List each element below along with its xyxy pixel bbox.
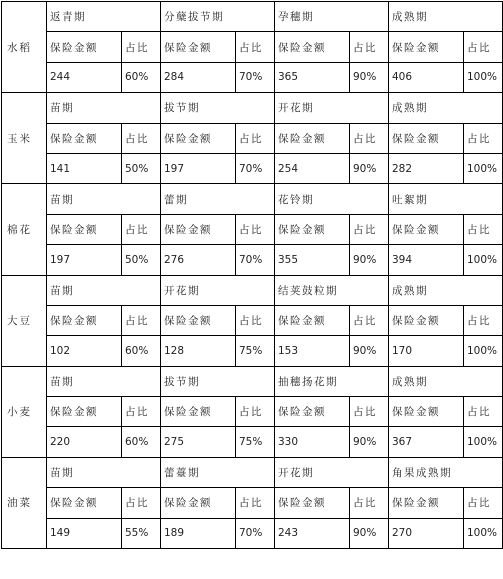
share-header: 占比 — [464, 214, 503, 244]
crop-name: 水稻 — [2, 2, 47, 93]
stage-row — [2, 366, 503, 396]
share-value: 70% — [236, 62, 275, 92]
stage-name: 成熟期 — [389, 93, 503, 123]
share-value: 75% — [236, 427, 275, 457]
stage-row — [2, 184, 503, 214]
share-value: 90% — [350, 153, 389, 183]
stage-name: 苗期 — [47, 457, 161, 487]
header-row — [2, 305, 503, 335]
share-value: 90% — [350, 427, 389, 457]
share-value: 90% — [350, 245, 389, 275]
stage-name: 苗期 — [47, 275, 161, 305]
amount-header: 保险金额 — [47, 123, 122, 153]
amount-value: 276 — [161, 245, 236, 275]
amount-header: 保险金额 — [275, 32, 350, 62]
share-header: 占比 — [236, 488, 275, 518]
amount-header: 保险金额 — [389, 123, 464, 153]
stage-name: 结荚鼓粒期 — [275, 275, 389, 305]
amount-header: 保险金额 — [389, 488, 464, 518]
amount-value: 365 — [275, 62, 350, 92]
stage-name: 苗期 — [47, 184, 161, 214]
share-header: 占比 — [122, 397, 161, 427]
amount-value: 153 — [275, 336, 350, 366]
value-row — [2, 336, 503, 366]
amount-value: 149 — [47, 518, 122, 548]
amount-value: 394 — [389, 245, 464, 275]
amount-header: 保险金额 — [389, 397, 464, 427]
insurance-table — [1, 1, 503, 549]
share-header: 占比 — [350, 488, 389, 518]
share-value: 50% — [122, 153, 161, 183]
amount-header: 保险金额 — [161, 214, 236, 244]
amount-header: 保险金额 — [275, 397, 350, 427]
share-value: 60% — [122, 336, 161, 366]
crop-name: 棉花 — [2, 184, 47, 275]
stage-name: 成熟期 — [389, 2, 503, 32]
amount-value: 355 — [275, 245, 350, 275]
amount-header: 保险金额 — [161, 397, 236, 427]
header-row — [2, 488, 503, 518]
stage-name: 拔节期 — [161, 366, 275, 396]
crop-name: 玉米 — [2, 93, 47, 184]
amount-header: 保险金额 — [47, 397, 122, 427]
value-row — [2, 153, 503, 183]
stage-row — [2, 2, 503, 32]
crop-name: 大豆 — [2, 275, 47, 366]
amount-header: 保险金额 — [275, 123, 350, 153]
share-value: 90% — [350, 336, 389, 366]
stage-name: 分蘖拔节期 — [161, 2, 275, 32]
table-body — [2, 2, 503, 549]
share-header: 占比 — [122, 305, 161, 335]
amount-value: 244 — [47, 62, 122, 92]
stage-row — [2, 93, 503, 123]
header-row — [2, 123, 503, 153]
share-header: 占比 — [464, 32, 503, 62]
stage-row — [2, 275, 503, 305]
amount-value: 406 — [389, 62, 464, 92]
share-value: 100% — [464, 336, 503, 366]
stage-name: 孕穗期 — [275, 2, 389, 32]
stage-row — [2, 457, 503, 487]
amount-value: 282 — [389, 153, 464, 183]
amount-value: 197 — [161, 153, 236, 183]
amount-header: 保险金额 — [47, 32, 122, 62]
value-row — [2, 518, 503, 548]
stage-name: 角果成熟期 — [389, 457, 503, 487]
amount-value: 189 — [161, 518, 236, 548]
amount-value: 270 — [389, 518, 464, 548]
amount-header: 保险金额 — [389, 214, 464, 244]
header-row — [2, 32, 503, 62]
stage-name: 蕾期 — [161, 184, 275, 214]
amount-value: 197 — [47, 245, 122, 275]
amount-header: 保险金额 — [389, 305, 464, 335]
stage-name: 拔节期 — [161, 93, 275, 123]
share-value: 90% — [350, 62, 389, 92]
share-value: 70% — [236, 153, 275, 183]
amount-value: 170 — [389, 336, 464, 366]
share-value: 100% — [464, 518, 503, 548]
share-header: 占比 — [464, 397, 503, 427]
amount-value: 284 — [161, 62, 236, 92]
stage-name: 开花期 — [161, 275, 275, 305]
share-header: 占比 — [350, 32, 389, 62]
amount-header: 保险金额 — [161, 123, 236, 153]
amount-value: 254 — [275, 153, 350, 183]
share-header: 占比 — [350, 397, 389, 427]
amount-value: 102 — [47, 336, 122, 366]
header-row — [2, 397, 503, 427]
share-header: 占比 — [122, 488, 161, 518]
share-value: 100% — [464, 62, 503, 92]
amount-value: 367 — [389, 427, 464, 457]
value-row — [2, 427, 503, 457]
stage-name: 抽穗扬花期 — [275, 366, 389, 396]
share-value: 75% — [236, 336, 275, 366]
share-header: 占比 — [236, 397, 275, 427]
share-value: 60% — [122, 427, 161, 457]
stage-name: 苗期 — [47, 366, 161, 396]
share-value: 100% — [464, 427, 503, 457]
header-row — [2, 214, 503, 244]
amount-value: 141 — [47, 153, 122, 183]
share-header: 占比 — [236, 32, 275, 62]
stage-name: 开花期 — [275, 457, 389, 487]
amount-header: 保险金额 — [161, 488, 236, 518]
share-value: 55% — [122, 518, 161, 548]
amount-value: 128 — [161, 336, 236, 366]
value-row — [2, 62, 503, 92]
amount-header: 保险金额 — [47, 214, 122, 244]
share-header: 占比 — [350, 305, 389, 335]
amount-value: 220 — [47, 427, 122, 457]
stage-name: 成熟期 — [389, 275, 503, 305]
amount-header: 保险金额 — [275, 488, 350, 518]
share-header: 占比 — [350, 123, 389, 153]
share-header: 占比 — [122, 32, 161, 62]
amount-header: 保险金额 — [275, 214, 350, 244]
share-value: 60% — [122, 62, 161, 92]
amount-value: 243 — [275, 518, 350, 548]
stage-name: 花铃期 — [275, 184, 389, 214]
share-header: 占比 — [464, 305, 503, 335]
share-header: 占比 — [236, 214, 275, 244]
share-value: 90% — [350, 518, 389, 548]
share-header: 占比 — [464, 488, 503, 518]
share-value: 50% — [122, 245, 161, 275]
share-header: 占比 — [350, 214, 389, 244]
crop-name: 小麦 — [2, 366, 47, 457]
share-value: 70% — [236, 245, 275, 275]
share-value: 100% — [464, 245, 503, 275]
crop-name: 油菜 — [2, 457, 47, 548]
amount-header: 保险金额 — [47, 305, 122, 335]
share-header: 占比 — [236, 123, 275, 153]
amount-header: 保险金额 — [161, 32, 236, 62]
amount-header: 保险金额 — [161, 305, 236, 335]
share-header: 占比 — [464, 123, 503, 153]
share-header: 占比 — [122, 214, 161, 244]
amount-header: 保险金额 — [389, 32, 464, 62]
amount-header: 保险金额 — [47, 488, 122, 518]
stage-name: 蕾薹期 — [161, 457, 275, 487]
stage-name: 苗期 — [47, 93, 161, 123]
amount-header: 保险金额 — [275, 305, 350, 335]
stage-name: 吐絮期 — [389, 184, 503, 214]
stage-name: 返青期 — [47, 2, 161, 32]
stage-name: 成熟期 — [389, 366, 503, 396]
share-header: 占比 — [236, 305, 275, 335]
share-value: 70% — [236, 518, 275, 548]
value-row — [2, 245, 503, 275]
share-value: 100% — [464, 153, 503, 183]
amount-value: 330 — [275, 427, 350, 457]
amount-value: 275 — [161, 427, 236, 457]
stage-name: 开花期 — [275, 93, 389, 123]
share-header: 占比 — [122, 123, 161, 153]
